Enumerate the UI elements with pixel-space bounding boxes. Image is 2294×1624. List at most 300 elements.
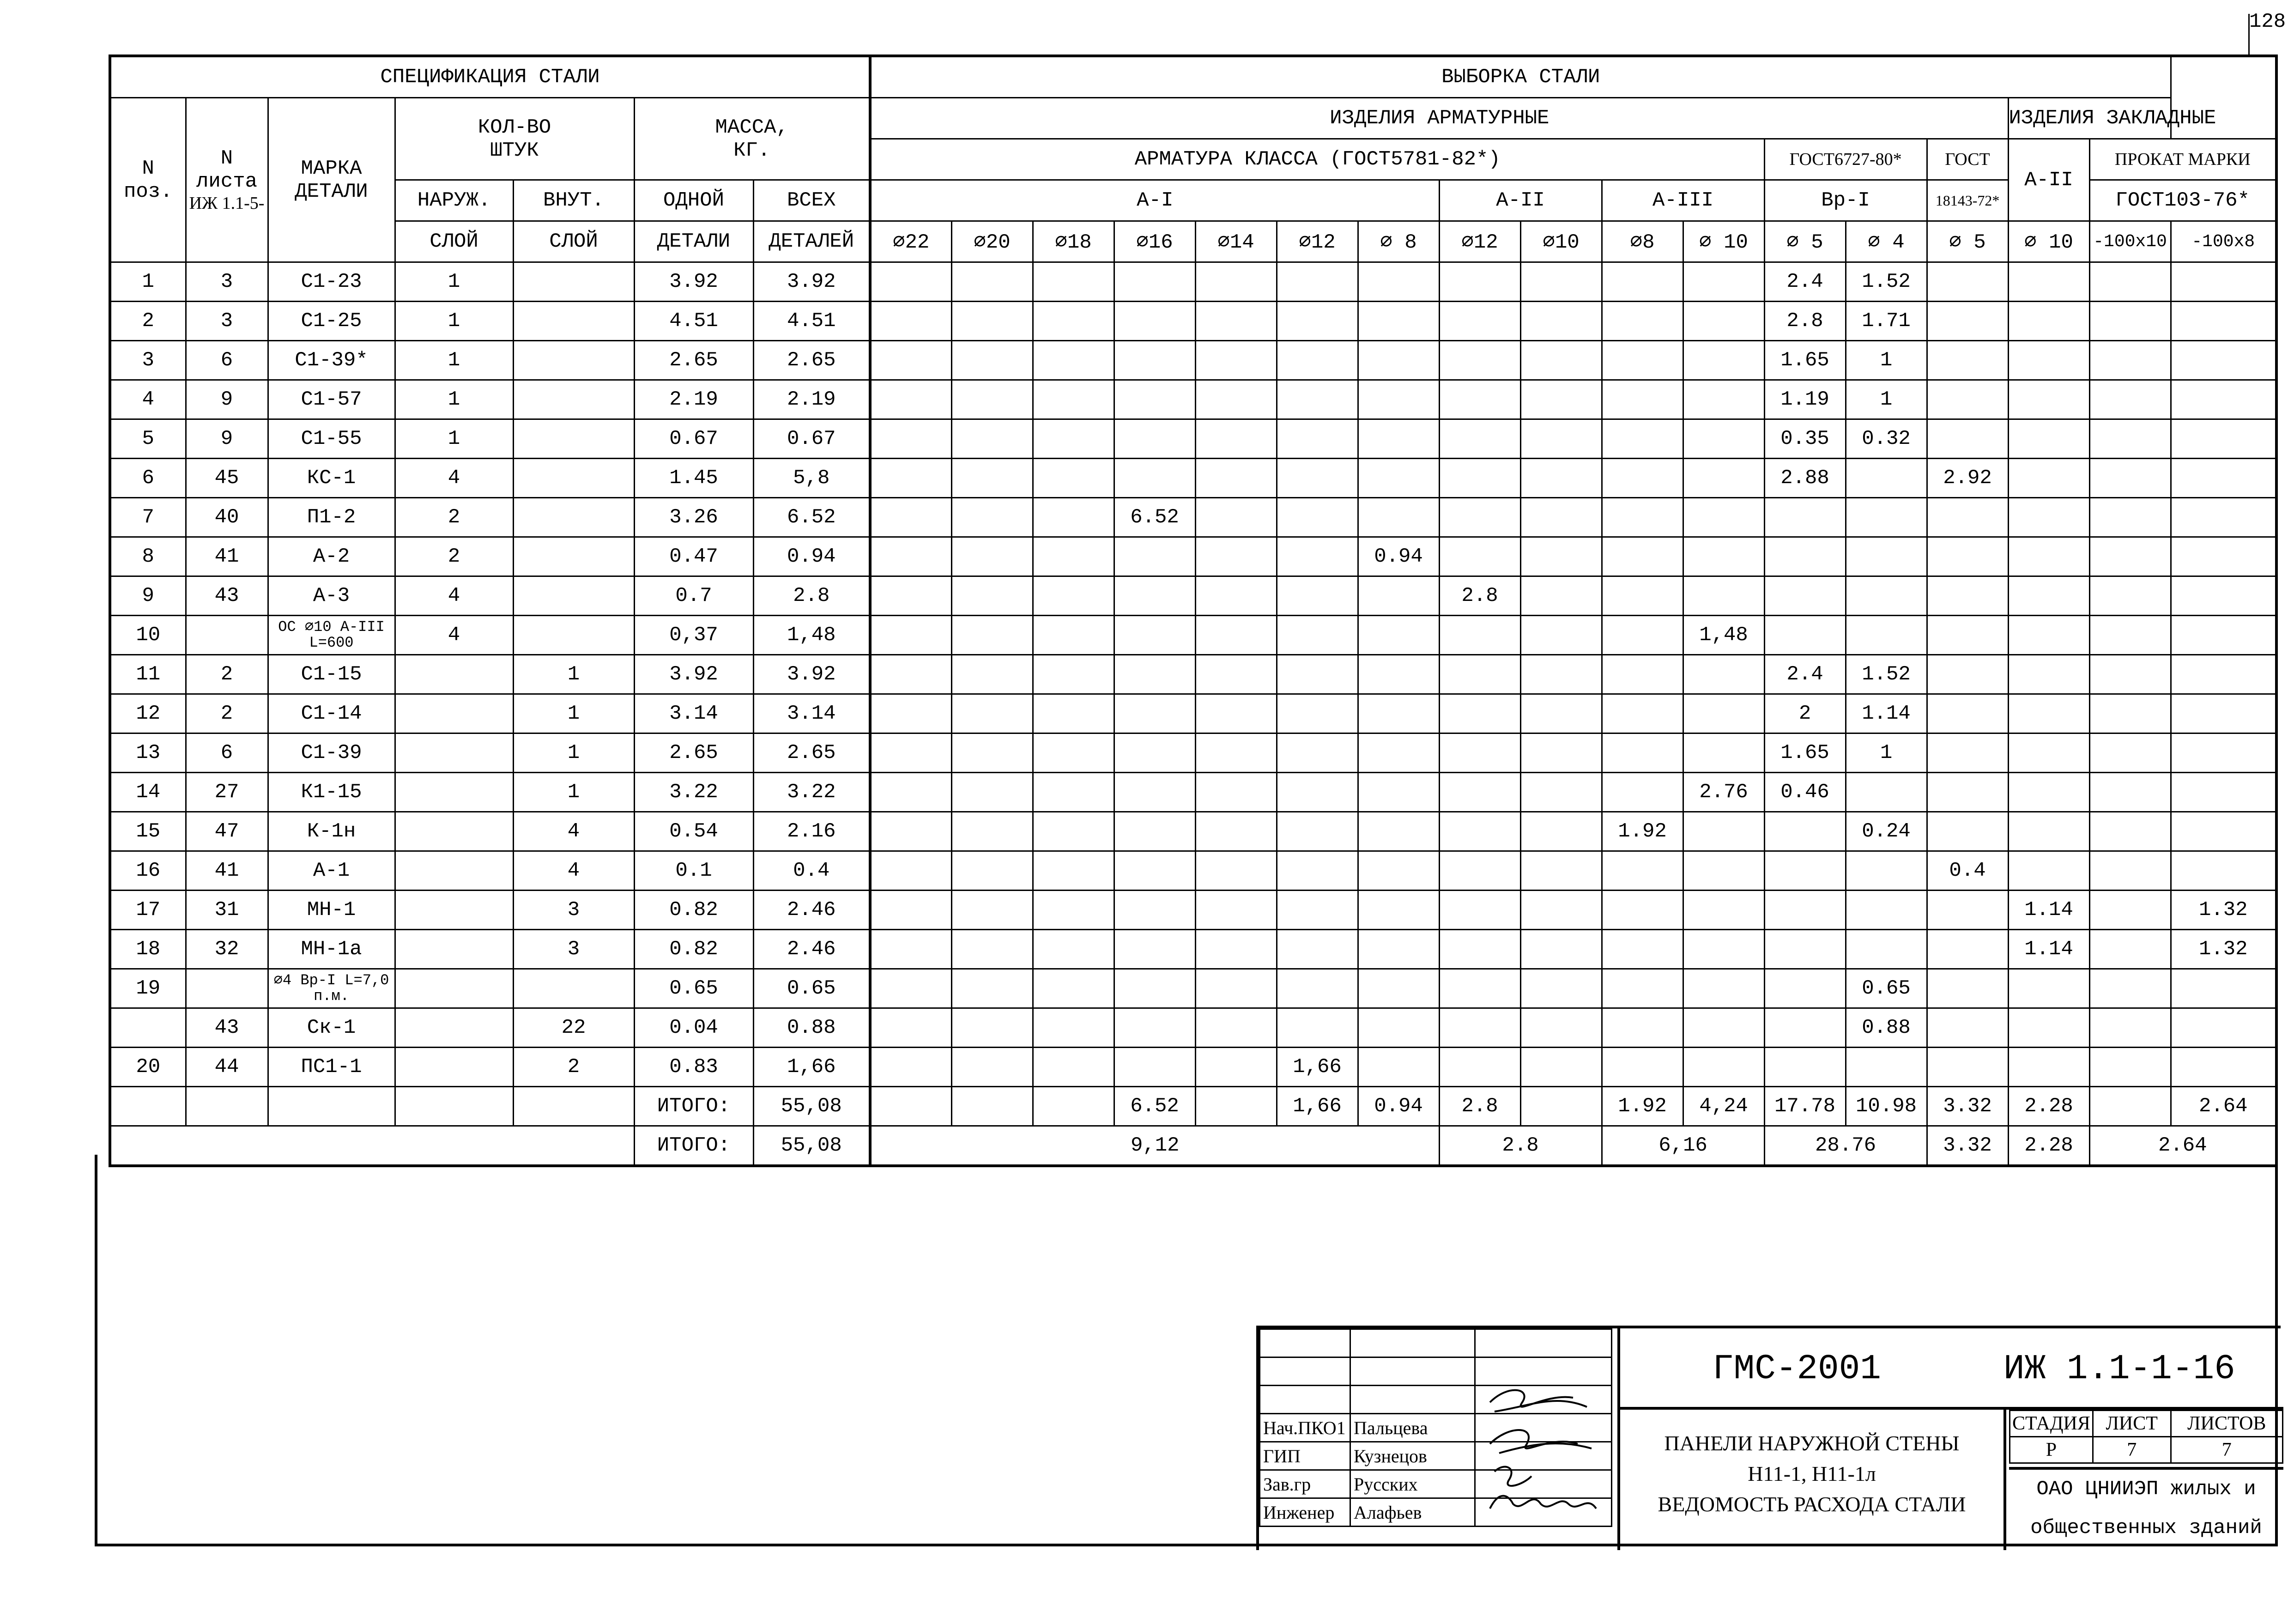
selection-cell [1683,694,1764,733]
selection-cell [2171,812,2276,851]
selection-cell [870,773,951,812]
group-total-g18143: 3.32 [1927,1126,2008,1166]
selection-cell [1683,498,1764,537]
selection-cell [1277,537,1358,576]
mass-one-cell: 3.92 [634,262,753,302]
selection-cell [1358,576,1439,616]
qty-inner-cell [513,380,634,419]
sheet-cell: 45 [186,459,268,498]
tb-person: Алафьев [1350,1498,1475,1527]
frame-left-rule [95,1155,97,1546]
total-selection-cell [2089,1087,2171,1126]
selection-cell [1358,891,1439,930]
mass-all-cell: 2.46 [753,930,870,969]
drawing-title-line1: ПАНЕЛИ НАРУЖНОЙ СТЕНЫ [1664,1431,1960,1455]
selection-cell [1358,694,1439,733]
sheet-cell: 44 [186,1048,268,1087]
blank-cell [513,1087,634,1126]
selection-cell [1439,380,1520,419]
selection-cell: 2.88 [1764,459,1846,498]
selection-cell: 1.14 [2008,891,2089,930]
selection-cell [1683,459,1764,498]
selection-cell [1033,380,1114,419]
selection-cell [1114,537,1195,576]
grand-total-label: ИТОГО: [634,1126,753,1166]
selection-cell [1195,498,1277,537]
selection-cell [1114,576,1195,616]
mark-cell: К1-15 [268,773,395,812]
selection-cell [1195,655,1277,694]
sheet-value: 7 [2093,1437,2171,1463]
selection-cell [2089,891,2171,930]
mark-cell: А-2 [268,537,395,576]
selection-cell [951,498,1033,537]
sheet-cell: 9 [186,419,268,459]
tb-role: Зав.гр [1260,1470,1350,1498]
mark-cell: С1-15 [268,655,395,694]
pos-cell: 6 [110,459,186,498]
sheet-cell: 43 [186,1008,268,1048]
selection-cell [1114,341,1195,380]
selection-cell [870,891,951,930]
selection-cell [951,930,1033,969]
selection-cell [1520,262,1602,302]
selection-cell [1602,576,1683,616]
col-pos-header [110,98,186,262]
selection-cell [870,341,951,380]
mass-all-cell: 3.22 [753,773,870,812]
selection-cell [870,419,951,459]
selection-cell [1358,459,1439,498]
selection-cell [1277,930,1358,969]
qty-outer-line1: НАРУЖ. [417,189,491,212]
total-selection-cell: 3.32 [1927,1087,2008,1126]
selection-cell [1520,812,1602,851]
selection-cell [1602,616,1683,655]
selection-cell [1114,773,1195,812]
selection-cell [1195,930,1277,969]
selection-cell [2089,969,2171,1008]
selection-cell [1683,891,1764,930]
qty-outer-cell: 1 [395,262,513,302]
mark-cell: С1-57 [268,380,395,419]
mark-cell: С1-25 [268,302,395,341]
mass-one-cell: 0.82 [634,930,753,969]
selection-cell [1033,930,1114,969]
selection-cell [2171,262,2276,302]
selection-cell [870,302,951,341]
gost18143-header-b: 18143-72* [1927,180,2008,221]
qty-inner-cell [513,419,634,459]
selection-cell [1520,341,1602,380]
table-row [110,733,2276,773]
qty-outer-cell [395,930,513,969]
col-sheet-line2: листа [196,170,258,193]
total-label: ИТОГО: [634,1087,753,1126]
diameter-header: ⌀22 [870,221,951,262]
mass-one-cell: 0,37 [634,616,753,655]
tb-blank [1260,1329,1350,1357]
selection-cell [1683,576,1764,616]
selection-cell [1277,419,1358,459]
mass-all-cell: 0.88 [753,1008,870,1048]
table-row [110,341,2276,380]
selection-cell [1439,812,1520,851]
total-value: 55,08 [753,1087,870,1126]
mark-cell: С1-39* [268,341,395,380]
table-row [110,419,2276,459]
selection-cell: 1 [1846,733,1927,773]
col-mass-line1: МАССА, [715,115,788,139]
tb-role: ГИП [1260,1442,1350,1470]
selection-cell [870,930,951,969]
selection-cell [1602,969,1683,1008]
sheet-cell: 40 [186,498,268,537]
rebar-products-header: ИЗДЕЛИЯ АРМАТУРНЫЕ [870,98,2008,139]
selection-cell: 1.65 [1764,341,1846,380]
selection-cell [951,262,1033,302]
mass-one-cell: 0.82 [634,891,753,930]
selection-cell [1683,655,1764,694]
stage-label: СТАДИЯ [2010,1411,2093,1437]
selection-cell [2089,459,2171,498]
selection-cell [1114,1048,1195,1087]
table-row [110,616,2276,655]
selection-cell [1846,576,1927,616]
selection-cell [2008,262,2089,302]
rebar-class-header: АРМАТУРА КЛАССА (ГОСТ5781-82*) [870,139,1764,180]
selection-cell [1195,733,1277,773]
selection-cell [951,1008,1033,1048]
selection-cell [870,851,951,891]
code-row [1620,1328,2283,1410]
selection-cell [1520,616,1602,655]
selection-cell [1683,380,1764,419]
selection-cell [1520,498,1602,537]
selection-cell [1683,1008,1764,1048]
project-code: ГМС-2001 [1713,1349,1881,1389]
selection-cell [1520,459,1602,498]
col-sheet-line1: N [220,146,233,170]
diameter-header: ⌀18 [1033,221,1114,262]
selection-cell: 1.32 [2171,891,2276,930]
selection-cell [1114,930,1195,969]
selection-cell [1683,1048,1764,1087]
selection-cell [1520,380,1602,419]
qty-inner-cell: 3 [513,891,634,930]
mass-all-cell: 0.94 [753,537,870,576]
selection-cell [2089,773,2171,812]
sheet-cell: 2 [186,655,268,694]
selection-cell [1358,380,1439,419]
selection-cell [2008,419,2089,459]
total-selection-cell: 1,66 [1277,1087,1358,1126]
selection-cell [951,969,1033,1008]
selection-cell: 1.71 [1846,302,1927,341]
selection-cell [1033,733,1114,773]
selection-cell [870,812,951,851]
diameter-header: ⌀16 [1114,221,1195,262]
selection-cell [1277,576,1358,616]
tb-blank [1475,1329,1612,1357]
selection-cell [1358,302,1439,341]
qty-inner-cell [513,262,634,302]
selection-cell [1277,498,1358,537]
group-total-rolled: 2.64 [2089,1126,2276,1166]
selection-cell [1114,812,1195,851]
col-qty-header [395,98,634,180]
total-row [110,1087,2276,1126]
mass-one-line1: ОДНОЙ [663,189,725,212]
selection-cell [2171,302,2276,341]
selection-cell [1439,262,1520,302]
sheet-cell: 41 [186,537,268,576]
selection-cell [1764,616,1846,655]
selection-cell [1195,576,1277,616]
selection-cell: 0.65 [1846,969,1927,1008]
selection-cell [1764,930,1846,969]
selection-cell [2089,812,2171,851]
selection-cell [1520,694,1602,733]
selection-cell [951,616,1033,655]
selection-cell [1927,419,2008,459]
total-selection-cell [1033,1087,1114,1126]
qty-inner-cell: 1 [513,655,634,694]
mass-all-cell: 5,8 [753,459,870,498]
selection-cell [1764,576,1846,616]
selection-cell [1195,302,1277,341]
mass-all-cell: 1,66 [753,1048,870,1087]
selection-cell: 2.4 [1764,655,1846,694]
mass-all-cell: 3.14 [753,694,870,733]
selection-cell: 2 [1764,694,1846,733]
selection-cell [951,380,1033,419]
group-total-a2: 2.8 [1439,1126,1602,1166]
selection-cell [1764,891,1846,930]
qty-outer-cell [395,733,513,773]
selection-cell [1683,419,1764,459]
selection-cell [2008,498,2089,537]
pos-cell: 1 [110,262,186,302]
selection-cell [1927,733,2008,773]
selection-cell [2089,851,2171,891]
selection-cell [1033,498,1114,537]
title-block-right [1617,1328,2283,1550]
mass-all-line1: ВСЕХ [787,189,836,212]
mass-all-cell: 2.65 [753,733,870,773]
diameter-header: ⌀ 5 [1764,221,1846,262]
selection-cell [1277,1008,1358,1048]
selection-cell [951,773,1033,812]
total-selection-cell: 6.52 [1114,1087,1195,1126]
grand-total-row [110,1126,2276,1166]
selection-cell [1195,419,1277,459]
qty-inner-line2: СЛОЙ [513,221,634,262]
selection-cell [951,302,1033,341]
selection-cell [1764,851,1846,891]
selection-cell [1439,930,1520,969]
table-row [110,262,2276,302]
selection-cell [1602,773,1683,812]
col-mass-all-header [753,180,870,221]
selection-cell [870,1048,951,1087]
selection-cell [1520,1008,1602,1048]
qty-outer-cell [395,773,513,812]
selection-cell [1520,773,1602,812]
selection-cell [1033,851,1114,891]
selection-cell [1358,930,1439,969]
selection-cell [1846,891,1927,930]
selection-cell [1927,302,2008,341]
selection-cell: 1.14 [1846,694,1927,733]
sheet-cell: 2 [186,694,268,733]
selection-cell [1683,930,1764,969]
selection-cell [870,733,951,773]
tb-person: Пальцева [1350,1414,1475,1442]
selection-cell [2089,616,2171,655]
pos-cell: 17 [110,891,186,930]
selection-cell [1927,498,2008,537]
qty-inner-cell [513,616,634,655]
mass-one-line2: ДЕТАЛИ [634,221,753,262]
mass-one-cell: 0.67 [634,419,753,459]
selection-cell [2089,341,2171,380]
selection-cell [1927,537,2008,576]
selection-cell [1683,262,1764,302]
col-qty-line1: КОЛ-ВО [478,115,551,139]
selection-cell: 1.92 [1602,812,1683,851]
mark-cell: Ск-1 [268,1008,395,1048]
selection-cell [1033,773,1114,812]
selection-cell [1764,1048,1846,1087]
group-total-a2e: 2.28 [2008,1126,2089,1166]
selection-cell [1114,655,1195,694]
selection-cell [1846,537,1927,576]
selection-cell [1439,419,1520,459]
selection-cell [1602,655,1683,694]
mark-cell: ОС ⌀10 А-III L=600 [268,616,395,655]
selection-cell [2008,969,2089,1008]
tb-blank [1260,1357,1350,1386]
selection-cell [1927,380,2008,419]
selection-cell [870,1008,951,1048]
selection-cell [1277,891,1358,930]
col-mass-one-header [634,180,753,221]
selection-cell: 2.8 [1439,576,1520,616]
diameter-header: ⌀ 8 [1358,221,1439,262]
selection-cell [2171,969,2276,1008]
selection-cell [2089,419,2171,459]
selection-cell [1927,1008,2008,1048]
selection-cell: 2.4 [1764,262,1846,302]
selection-cell [1114,419,1195,459]
selection-cell [1683,733,1764,773]
qty-outer-line2: СЛОЙ [395,221,513,262]
selection-cell: 0.46 [1764,773,1846,812]
mark-cell: МН-1 [268,891,395,930]
qty-inner-cell [513,969,634,1008]
pos-cell: 19 [110,969,186,1008]
col-sheet-line3: ИЖ 1.1-5- [189,193,265,213]
selection-cell [1927,969,2008,1008]
selection-cell [1520,419,1602,459]
blank-cell [110,1087,186,1126]
mark-cell: ⌀4 Вр-I L=7,0 п.м. [268,969,395,1008]
selection-cell: 0.32 [1846,419,1927,459]
mass-all-cell: 2.8 [753,576,870,616]
sheets-label: ЛИСТОВ [2171,1411,2282,1437]
rolled-mark-header: ПРОКАТ МАРКИ [2089,139,2276,180]
mass-all-line2: ДЕТАЛЕЙ [753,221,870,262]
col-mark-line1: МАРКА [301,157,362,180]
selection-cell [1520,851,1602,891]
selection-cell [2008,733,2089,773]
selection-cell [2008,851,2089,891]
qty-inner-cell [513,341,634,380]
selection-cell [2089,733,2171,773]
selection-cell [1358,419,1439,459]
selection-cell [1927,655,2008,694]
selection-cell: 1 [1846,380,1927,419]
selection-cell [1033,694,1114,733]
gost6727-header: ГОСТ6727-80* [1764,139,1927,180]
mass-one-cell: 3.22 [634,773,753,812]
selection-cell [2008,576,2089,616]
sheet-cell [186,616,268,655]
selection-cell [2089,930,2171,969]
selection-cell [1195,380,1277,419]
tb-person: Кузнецов [1350,1442,1475,1470]
pos-cell: 14 [110,773,186,812]
selection-cell [1602,891,1683,930]
selection-cell [2089,1048,2171,1087]
qty-outer-cell [395,1048,513,1087]
selection-cell [951,1048,1033,1087]
selection-cell [1358,341,1439,380]
selection-cell [1846,773,1927,812]
blank-cell [110,1126,634,1166]
selection-cell [1846,1048,1927,1087]
table-row [110,812,2276,851]
selection-cell [951,812,1033,851]
table-row [110,851,2276,891]
total-selection-cell: 1.92 [1602,1087,1683,1126]
selection-cell [2008,694,2089,733]
selection-cell [1439,616,1520,655]
diameter-header: ⌀12 [1277,221,1358,262]
selection-cell [1520,733,1602,773]
qty-inner-cell: 1 [513,733,634,773]
selection-cell [1764,537,1846,576]
total-selection-cell: 2.64 [2171,1087,2276,1126]
selection-cell [2089,655,2171,694]
mass-all-cell: 3.92 [753,262,870,302]
selection-cell [1439,655,1520,694]
selection-cell: 0.88 [1846,1008,1927,1048]
selection-cell [870,694,951,733]
selection-cell [2171,459,2276,498]
selection-cell [1033,1048,1114,1087]
selection-cell [1358,773,1439,812]
selection-cell [1033,459,1114,498]
qty-inner-line1: ВНУТ. [543,189,605,212]
selection-cell [2171,380,2276,419]
sheet-cell: 27 [186,773,268,812]
qty-inner-cell [513,576,634,616]
selection-cell [1520,576,1602,616]
selection-cell [1602,459,1683,498]
class-a1-header: А-I [870,180,1439,221]
